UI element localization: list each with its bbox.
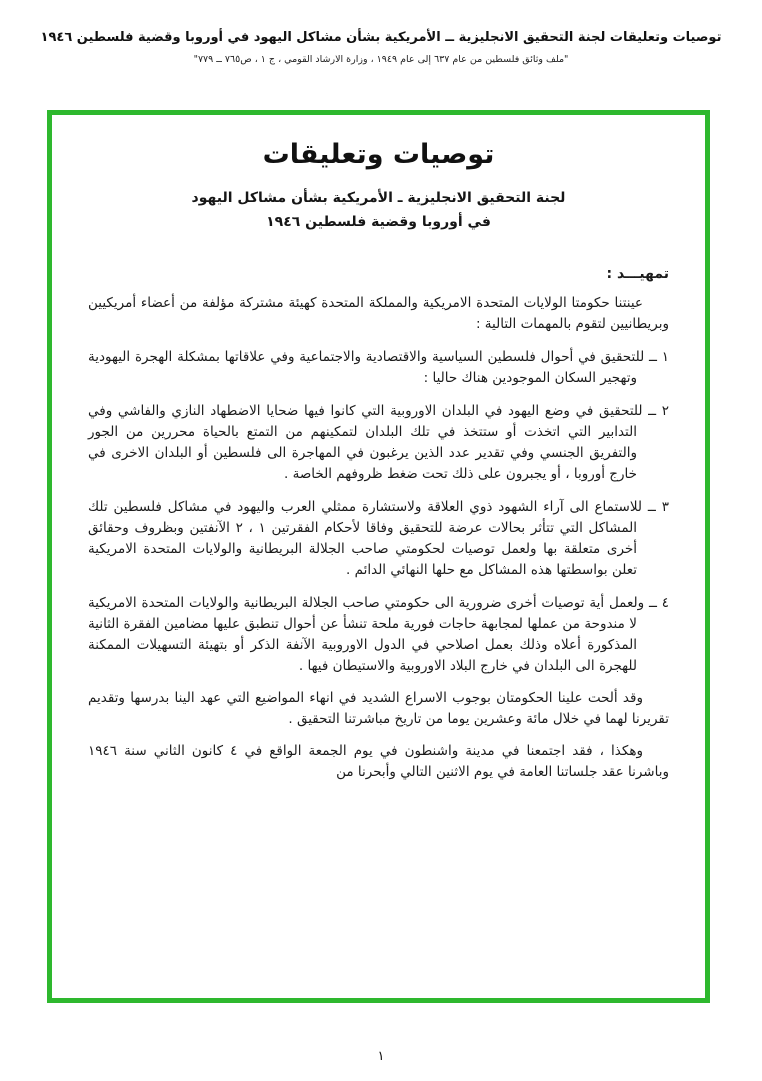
document-subtitle-line2: في أوروبا وقضية فلسطين ١٩٤٦	[266, 214, 491, 230]
list-item-text: ولعمل أية توصيات أخرى ضرورية الى حكومتي صاحب الجلالة البريطانية والولايات المتحدة الامريكية لا مندوحة من عملها لمجابهة حاجات فورية ملحة تنشأ عن أحوال تنطبق عليها مضامين الفقرة الثانية المذكورة أعلاه وذلك بعمل اصلاحي في الدول الاوروبية الآنفة الذكر أو بتهيئة التسهيلات الممكنة للهجرة الى البلدان في خارج البلاد الاوروبية والاستيطان فيها .	[88, 595, 645, 674]
list-item-number: ٣ ــ	[647, 499, 669, 515]
intro-paragraph: عينتنا حكومتا الولايات المتحدة الامريكية والمملكة المتحدة كهيئة مشتركة مؤلفة من أعضاء أمريكيين وبريطانيين لتقوم بالمهمات التالية :	[88, 295, 669, 332]
preamble-heading: تمهيـــد :	[606, 266, 669, 282]
closing-paragraph-1: وقد ألحت علينا الحكومتان بوجوب الاسراع الشديد في انهاء المواضيع التي عهد الينا بدرسها وتقديم تقريرنا لهما في خلال مائة وعشرين يوما من تاريخ مباشرتنا التحقيق .	[88, 690, 669, 727]
closing-paragraph-2: وهكذا ، فقد اجتمعنا في مدينة واشنطون في يوم الجمعة الواقع في ٤ كانون الثاني سنة ١٩٤٦ وباشرنا عقد جلساتنا العامة في يوم الاثنين التالي وأبحرنا من	[88, 743, 669, 780]
list-item-1	[88, 347, 669, 389]
list-item-4	[88, 593, 669, 677]
document-content	[52, 115, 705, 783]
list-item-number: ١ ــ	[649, 349, 670, 365]
page-number: ١	[377, 1049, 385, 1064]
list-item-number: ٤ ــ	[648, 595, 670, 611]
list-item-text: للاستماع الى آراء الشهود ذوي العلاقة ولاستشارة ممثلي العرب واليهود في مشاكل فلسطين تلك المشاكل التي تتأثر بحالات عرضة للتحقيق وفاقا لأحكام الفقرتين ١ ، ٢ الآنفتين وبظروف وحقائق أخرى متعلقة بها ولعمل توصيات لحكومتي صاحب الجلالة البريطانية والولايات المتحدة الامريكية تعلن بواسطتها هذه المشاكل مع حلها النهائي الدائم .	[88, 499, 643, 578]
list-item-3	[88, 497, 669, 581]
list-item-text: للتحقيق في وضع اليهود في البلدان الاوروبية التي كانوا فيها ضحايا الاضطهاد النازي والفاشي وفي التدابير التي اتخذت أو ستتخذ في تلك البلدان لتمكينهم من التمتع بالحياة محررين من الجور والتفريق الجنسي وفي تقدير عدد الذين يرغبون في المهاجرة الى فلسطين أو البلدان الاخرى في خارج أوروبا ، أو يجبرون على ذلك تحت ضغط ظروفهم الخاصة .	[88, 403, 643, 482]
document-frame	[47, 110, 710, 1003]
list-item-2	[88, 401, 669, 485]
page-header	[0, 0, 762, 65]
list-item-number: ٢ ــ	[648, 403, 669, 419]
document-subtitle-line1: لجنة التحقيق الانجليزية ـ الأمريكية بشأن مشاكل اليهود	[191, 190, 566, 206]
header-source-citation: "ملف وثائق فلسطين من عام ٦٣٧ إلى عام ١٩٤٩ ، وزارة الارشاد القومي ، ج ١ ، ص٧٦٥ ــ ٧٧٩"	[193, 54, 569, 65]
header-title: توصيات وتعليقات لجنة التحقيق الانجليزية ــ الأمريكية بشأن مشاكل اليهود في أوروبا وقضية فلسطين ١٩٤٦	[40, 30, 722, 45]
document-title: توصيات وتعليقات	[262, 139, 495, 170]
list-item-text: للتحقيق في أحوال فلسطين السياسية والاقتصادية والاجتماعية وفي علاقاتها بمشكلة الهجرة اليهودية وتهجير السكان الموجودين هناك حاليا :	[88, 349, 645, 386]
